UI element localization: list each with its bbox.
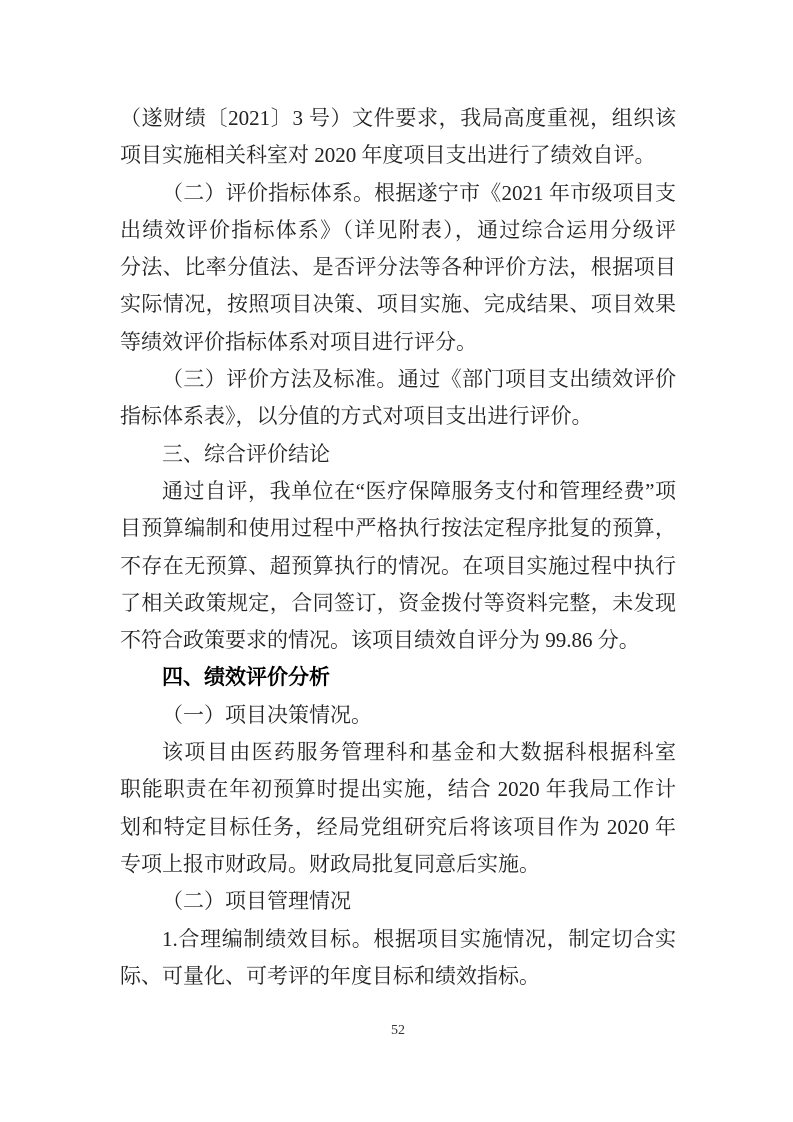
text-line: 划和特定目标任务，经局党组研究后将该项目作为 2020 年 bbox=[120, 814, 676, 839]
text-line: 通过自评，我单位在“医疗保障服务支付和管理经费”项 bbox=[162, 478, 676, 503]
text-line: 1.合理编制绩效目标。根据项目实施情况，制定切合实 bbox=[162, 926, 676, 951]
text-line: 际、可量化、可考评的年度目标和绩效指标。 bbox=[120, 963, 540, 988]
text-line: 了相关政策规定，合同签订，资金拨付等资料完整，未发现 bbox=[120, 590, 676, 615]
text-line: 专项上报市财政局。财政局批复同意后实施。 bbox=[120, 851, 540, 876]
text-line: 目预算编制和使用过程中严格执行按法定程序批复的预算， bbox=[120, 516, 676, 541]
text-line: （二）评价指标体系。根据遂宁市《2021 年市级项目支 bbox=[162, 180, 676, 205]
page-number: 52 bbox=[391, 1023, 405, 1038]
text-line: （一）项目决策情况。 bbox=[162, 702, 372, 727]
text-line: 指标体系表》，以分值的方式对项目支出进行评价。 bbox=[120, 404, 593, 429]
text-line: 三、综合评价结论 bbox=[162, 441, 330, 466]
text-line: 分法、比率分值法、是否评分法等各种评价方法，根据项目 bbox=[120, 255, 676, 280]
text-line: 等绩效评价指标体系对项目进行评分。 bbox=[120, 329, 477, 354]
text-line: 该项目由医药服务管理科和基金和大数据科根据科室 bbox=[162, 740, 676, 765]
page-body bbox=[120, 100, 676, 995]
heading-line: 四、绩效评价分析 bbox=[162, 666, 330, 690]
text-line: （二）项目管理情况 bbox=[162, 889, 351, 914]
text-line: 不符合政策要求的情况。该项目绩效自评分为 99.86 分。 bbox=[120, 628, 640, 653]
text-line: 出绩效评价指标体系》（详见附表），通过综合运用分级评 bbox=[120, 217, 676, 242]
text-line: 项目实施相关科室对 2020 年度项目支出进行了绩效自评。 bbox=[120, 143, 656, 168]
text-line: （三）评价方法及标准。通过《部门项目支出绩效评价 bbox=[162, 367, 676, 392]
text-line: （遂财绩〔2021〕3 号）文件要求，我局高度重视，组织该 bbox=[120, 106, 676, 130]
text-line: 实际情况，按照项目决策、项目实施、完成结果、项目效果 bbox=[120, 292, 676, 317]
text-line: 职能职责在年初预算时提出实施，结合 2020 年我局工作计 bbox=[120, 777, 676, 802]
text-line: 不存在无预算、超预算执行的情况。在项目实施过程中执行 bbox=[120, 553, 676, 578]
